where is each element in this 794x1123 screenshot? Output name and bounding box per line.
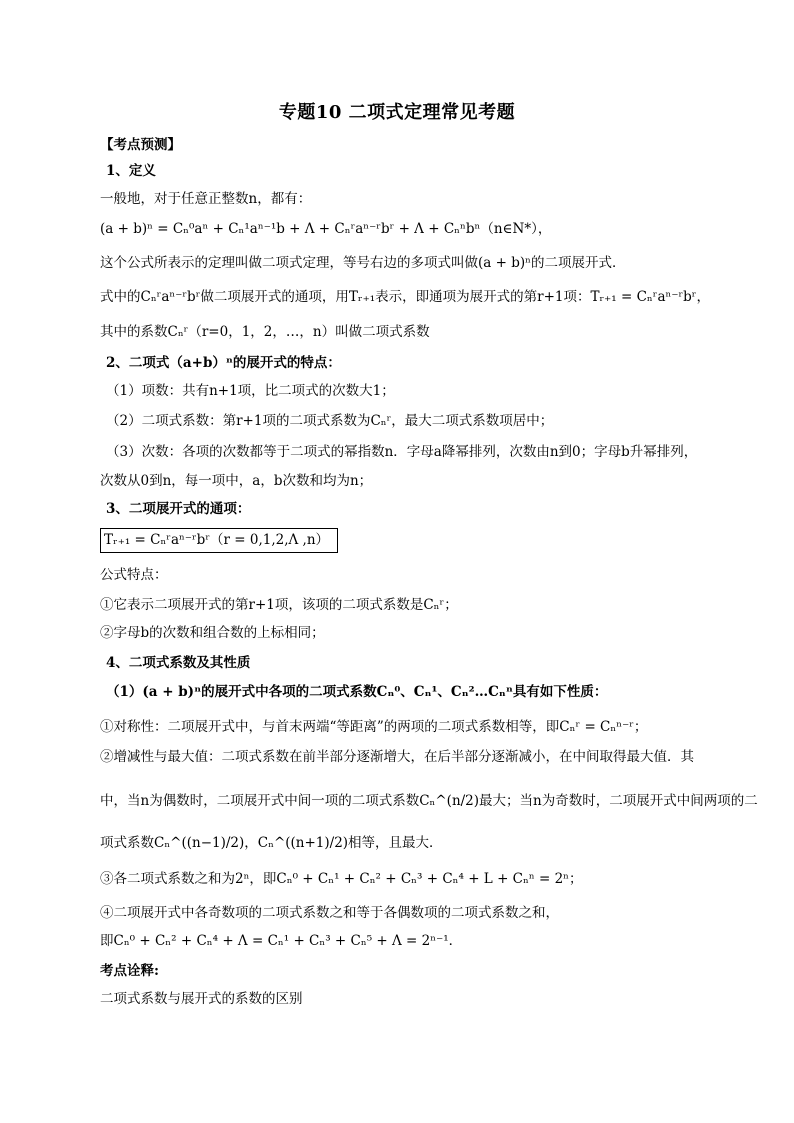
section-header: 【考点预测】 bbox=[100, 137, 181, 153]
heading-definition: 1、定义 bbox=[106, 163, 156, 179]
theorem-explanation: 这个公式所表示的定理叫做二项式定理，等号右边的多项式叫做(a + b)ⁿ的二项展开式． bbox=[100, 255, 626, 271]
heading-coefficient-properties: 4、二项式系数及其性质 bbox=[106, 655, 251, 671]
heading-features: 2、二项式（a+b）ⁿ的展开式的特点： bbox=[106, 355, 341, 371]
formula-feature-2: ②字母b的次数和组合数的上标相同； bbox=[100, 625, 325, 641]
property-monotonicity-cont: 中，当n为偶数时，二项展开式中间一项的二项式系数Cₙ^(n/2)最大；当n为奇数时，二项展开式中间两项的二 bbox=[100, 793, 758, 809]
property-symmetry: ①对称性：二项展开式中，与首末两端“等距离”的两项的二项式系数相等，即Cₙʳ = Cₙⁿ⁻ʳ； bbox=[100, 719, 648, 735]
general-term-text: 式中的Cₙʳaⁿ⁻ʳbʳ做二项展开式的通项，用Tᵣ₊₁表示，即通项为展开式的第r+1项：Tᵣ₊₁ = Cₙʳaⁿ⁻ʳbʳ， bbox=[100, 289, 710, 305]
feature-degree-cont: 次数从0到n，每一项中，a，b次数和均为n； bbox=[100, 473, 373, 489]
heading-general-term: 3、二项展开式的通项： bbox=[106, 501, 251, 517]
general-term-formula-box: Tᵣ₊₁ = Cₙʳaⁿ⁻ʳbʳ（r = 0,1,2,Λ ,n） bbox=[100, 528, 338, 553]
page-title: 专题10 二项式定理常见考题 bbox=[278, 102, 516, 123]
formula-feature-1: ①它表示二项展开式的第r+1项，该项的二项式系数是Cₙʳ； bbox=[100, 597, 458, 613]
property-odd-even: ④二项展开式中各奇数项的二项式系数之和等于各偶数项的二项式系数之和， bbox=[100, 905, 559, 921]
feature-term-count: （1）项数：共有n+1项，比二项式的次数大1； bbox=[106, 383, 395, 399]
binomial-theorem-formula: (a + b)ⁿ = Cₙ⁰aⁿ + Cₙ¹aⁿ⁻¹b + Λ + Cₙʳaⁿ⁻ʳbʳ + Λ + Cₙⁿbⁿ（n∈N*）， bbox=[100, 221, 552, 237]
property-monotonicity: ②增减性与最大值：二项式系数在前半部分逐渐增大，在后半部分逐渐减小，在中间取得最大值．其 bbox=[100, 749, 694, 765]
heading-explanation: 考点诠释: bbox=[100, 963, 159, 979]
feature-degree: （3）次数：各项的次数都等于二项式的幂指数n．字母a降幂排列，次数由n到0；字母b升幂排列， bbox=[106, 444, 698, 460]
explanation-text: 二项式系数与展开式的系数的区别 bbox=[100, 991, 303, 1007]
feature-binomial-coefficient: （2）二项式系数：第r+1项的二项式系数为Cₙʳ，最大二项式系数项居中； bbox=[106, 413, 554, 429]
property-sum: ③各二项式系数之和为2ⁿ，即Cₙ⁰ + Cₙ¹ + Cₙ² + Cₙ³ + Cₙ⁴ + L + Cₙⁿ = 2ⁿ； bbox=[100, 871, 583, 887]
property-monotonicity-end: 项式系数Cₙ^((n−1)/2)，Cₙ^((n+1)/2)相等，且最大． bbox=[100, 835, 443, 851]
formula-features-label: 公式特点： bbox=[100, 567, 168, 583]
binomial-coefficient-text: 其中的系数Cₙʳ（r=0，1，2，…，n）叫做二项式系数 bbox=[100, 324, 430, 340]
property-odd-even-formula: 即Cₙ⁰ + Cₙ² + Cₙ⁴ + Λ = Cₙ¹ + Cₙ³ + Cₙ⁵ + Λ = 2ⁿ⁻¹． bbox=[100, 933, 463, 949]
properties-intro: （1）(a + b)ⁿ的展开式中各项的二项式系数Cₙ⁰、Cₙ¹、Cₙ²…Cₙⁿ具有如下性质： bbox=[106, 684, 608, 700]
definition-text: 一般地，对于任意正整数n，都有： bbox=[100, 191, 312, 207]
